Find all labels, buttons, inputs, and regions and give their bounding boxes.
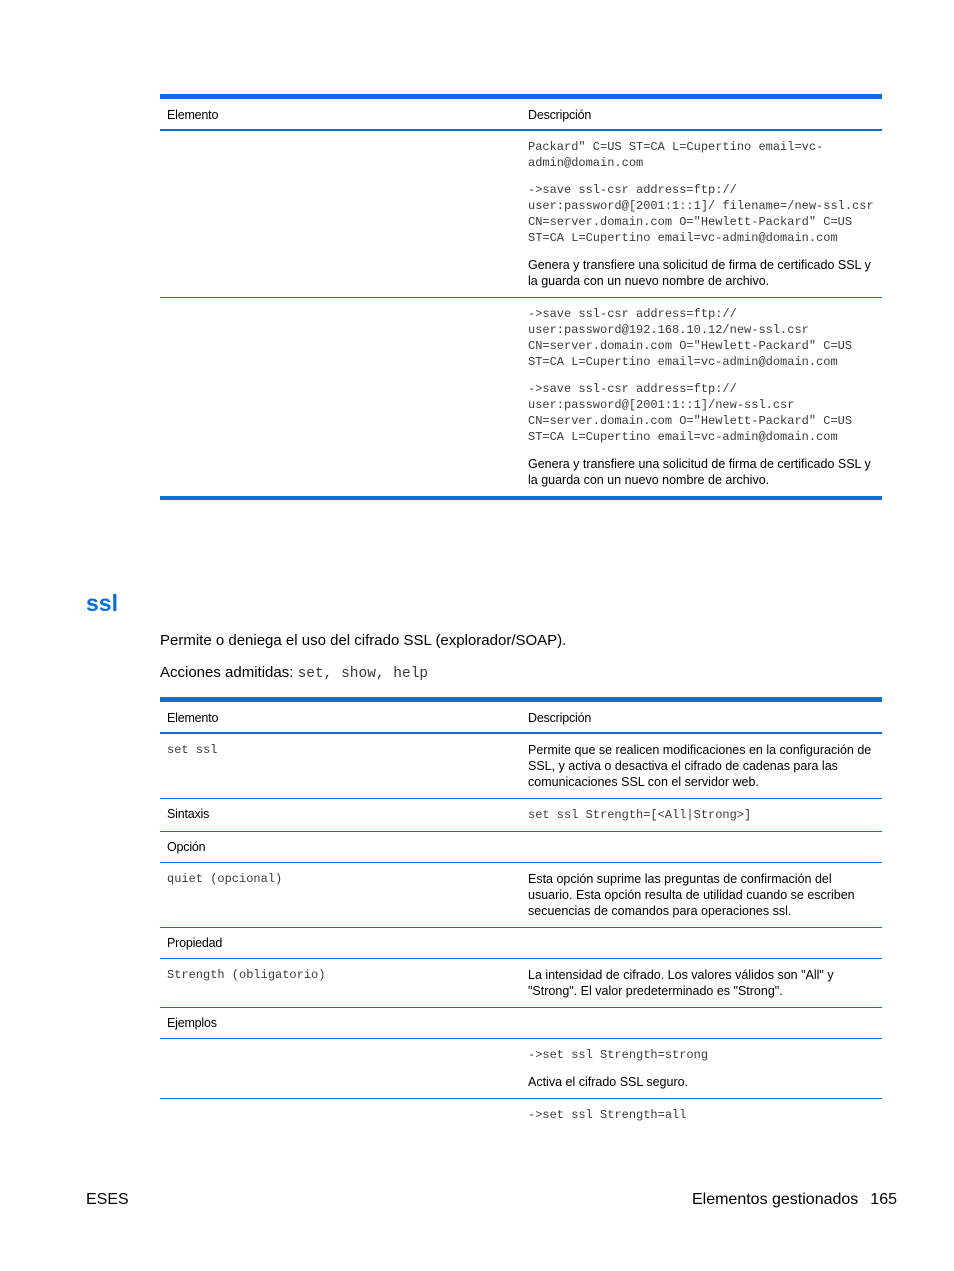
table-row <box>160 959 882 1008</box>
section-intro: Permite o deniega el uso del cifrado SSL (explorador/SOAP). <box>160 632 567 649</box>
ssl-command-table <box>160 697 882 1131</box>
table-row <box>160 298 882 499</box>
footer-page-info <box>692 1191 897 1209</box>
description-cell: Permite que se realicen modificaciones en la configuración de SSL, y activa o desactiva el cifrado de cadenas para las comunicaciones SSL con el servidor web. <box>521 733 882 799</box>
table-header-row <box>160 700 882 734</box>
description-text: Genera y transfiere una solicitud de firma de certificado SSL y la guarda con un nuevo nombre de archivo. <box>528 258 871 288</box>
actions-separator: : <box>289 664 298 681</box>
column-header-descripcion: Descripción <box>521 700 882 734</box>
supported-actions <box>160 664 428 682</box>
code-example: ->set ssl Strength=all <box>528 1108 687 1122</box>
description-cell <box>521 130 882 298</box>
code-example: ->save ssl-csr address=ftp:// user:password@[2001:1::1]/ filename=/new-ssl.csr CN=server.domain.com O="Hewlett-Packard" C=US ST=CA L=Cupertino email=vc-admin@domain.com <box>528 183 874 245</box>
column-header-elemento: Elemento <box>160 700 521 734</box>
element-cell <box>160 298 521 499</box>
footer-section-name: Elementos gestionados <box>691 1191 859 1208</box>
description-cell <box>521 1039 882 1099</box>
syntax-value: set ssl Strength=[<All|Strong>] <box>521 799 882 832</box>
description-text: Activa el cifrado SSL seguro. <box>528 1075 689 1089</box>
examples-label: Ejemplos <box>160 1008 521 1039</box>
description-cell: Esta opción suprime las preguntas de confirmación del usuario. Esta opción resulta de utilidad cuando se escriben secuencias de comandos para operaciones ssl. <box>521 863 882 928</box>
code-example: Packard" C=US ST=CA L=Cupertino email=vc-admin@domain.com <box>528 140 824 170</box>
footer-locale: ESES <box>86 1191 129 1208</box>
table-row-syntax <box>160 799 882 832</box>
syntax-label: Sintaxis <box>160 799 521 832</box>
code-example: ->save ssl-csr address=ftp:// user:password@[2001:1::1]/new-ssl.csr CN=server.domain.com O="Hewlett-Packard" C=US ST=CA L=Cupertino email=vc-admin@domain.com <box>528 382 853 444</box>
property-label: Propiedad <box>160 928 521 959</box>
empty-cell <box>160 1099 521 1132</box>
table-row-examples-header <box>160 1008 882 1039</box>
empty-cell <box>521 928 882 959</box>
code-example: ->save ssl-csr address=ftp:// user:password@192.168.10.12/new-ssl.csr CN=server.domain.com O="Hewlett-Packard" C=US ST=CA L=Cupertino email=vc-admin@domain.com <box>528 307 853 369</box>
page-number: 165 <box>870 1191 897 1208</box>
description-text: Genera y transfiere una solicitud de firma de certificado SSL y la guarda con un nuevo nombre de archivo. <box>528 457 871 487</box>
empty-cell <box>521 832 882 863</box>
table-row-option-header <box>160 832 882 863</box>
element-cell: Strength (obligatorio) <box>160 959 521 1008</box>
table-row <box>160 1099 882 1132</box>
table-row <box>160 863 882 928</box>
section-title: ssl <box>86 590 118 616</box>
table-row-property-header <box>160 928 882 959</box>
actions-value: set, show, help <box>297 666 429 682</box>
table-row <box>160 733 882 799</box>
column-header-descripcion: Descripción <box>521 97 882 131</box>
table-header-row <box>160 97 882 131</box>
actions-label: Acciones admitidas <box>160 664 290 681</box>
element-cell: set ssl <box>160 733 521 799</box>
table-row <box>160 130 882 298</box>
element-cell: quiet (opcional) <box>160 863 521 928</box>
option-label: Opción <box>160 832 521 863</box>
code-example: ->set ssl Strength=strong <box>528 1048 709 1062</box>
empty-cell <box>521 1008 882 1039</box>
description-cell <box>521 298 882 499</box>
element-cell <box>160 130 521 298</box>
table-row <box>160 1039 882 1099</box>
column-header-elemento: Elemento <box>160 97 521 131</box>
description-cell: La intensidad de cifrado. Los valores válidos son "All" y "Strong". El valor predeterminado es "Strong". <box>521 959 882 1008</box>
empty-cell <box>160 1039 521 1099</box>
ssl-csr-examples-table <box>160 94 882 500</box>
